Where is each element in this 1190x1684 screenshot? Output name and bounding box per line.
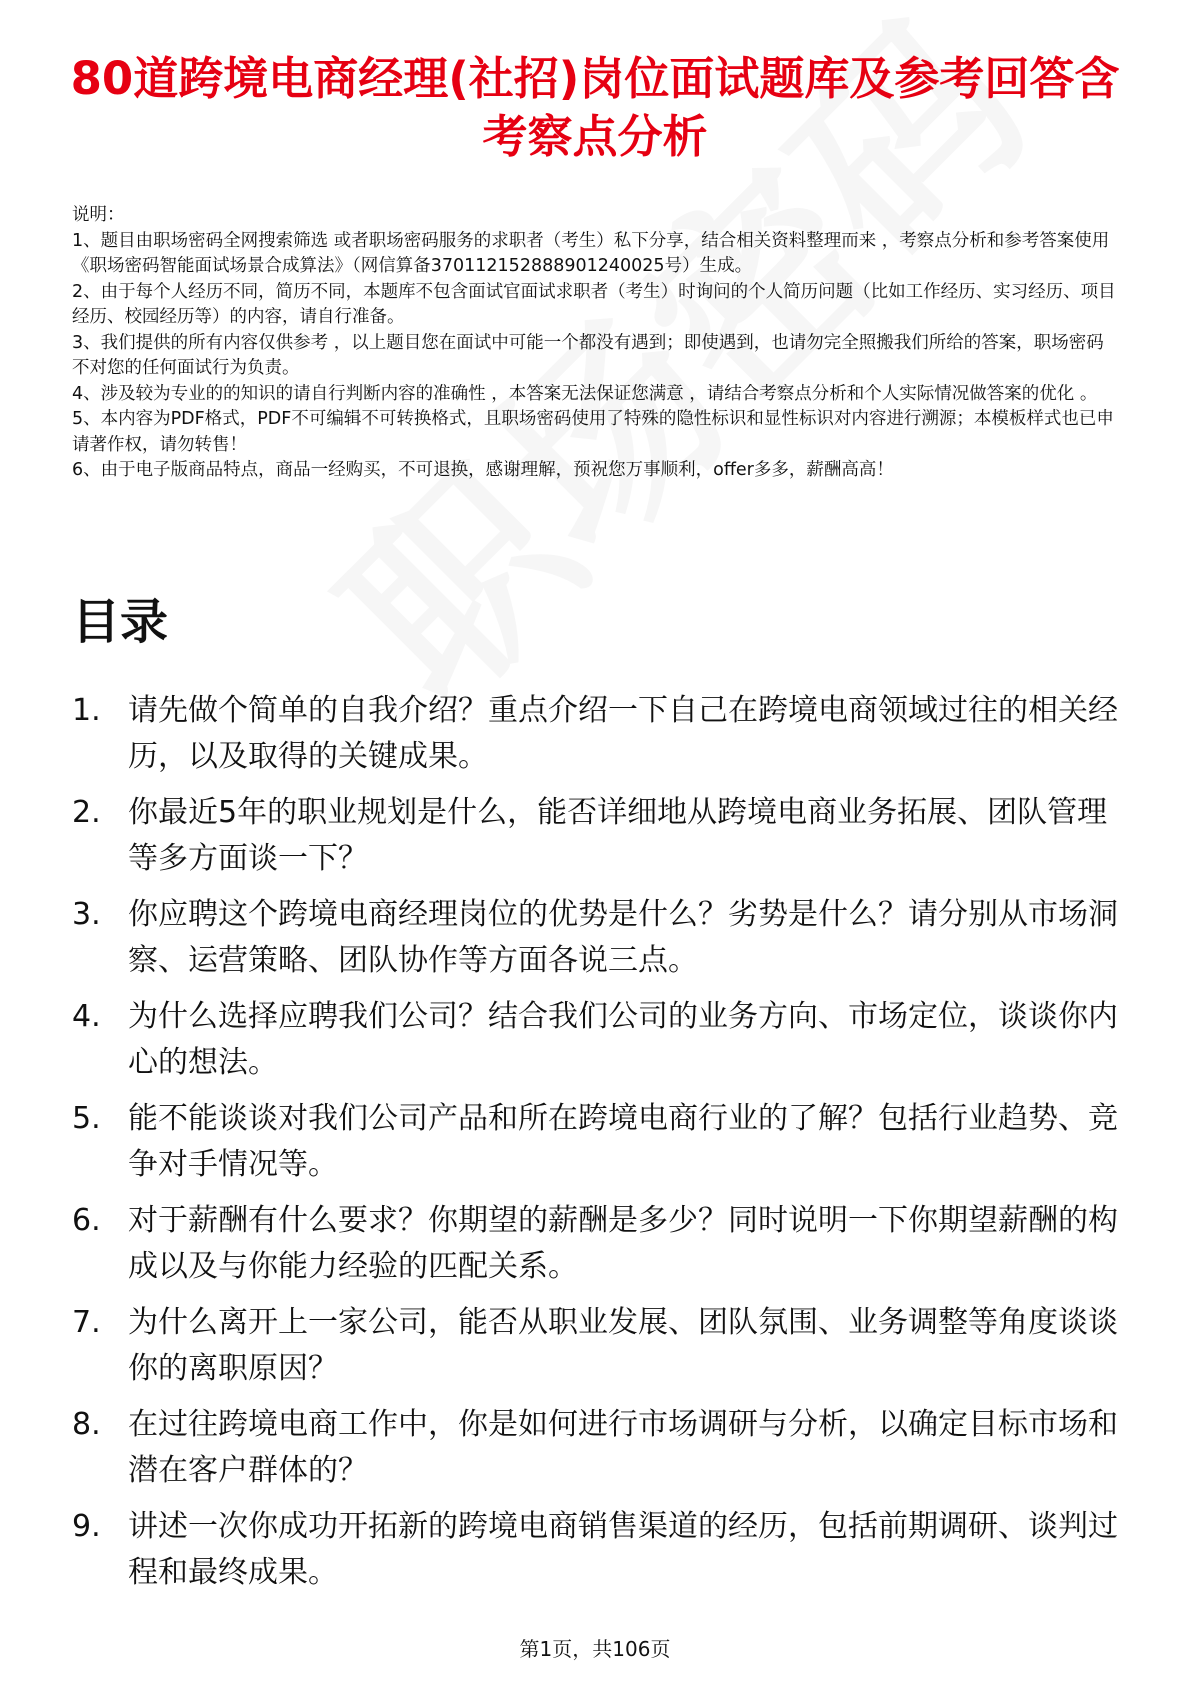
toc-item[interactable] — [72, 688, 1120, 780]
toc-item-text: 请先做个简单的自我介绍？重点介绍一下自己在跨境电商领域过往的相关经历，以及取得的关键成果。 — [128, 693, 1118, 774]
toc-list — [72, 688, 1120, 1606]
toc-item-number: 9. — [72, 1509, 101, 1544]
toc-item[interactable] — [72, 1096, 1120, 1188]
toc-item-number: 6. — [72, 1203, 101, 1238]
toc-item[interactable] — [72, 1300, 1120, 1392]
note-item: 1、题目由职场密码全网搜索筛选 或者职场密码服务的求职者（考生）私下分享，结合相关资料整理而来 ，考察点分析和参考答案使用《职场密码智能面试场景合成算法》（网信算备370112152888901240025号）生成。 — [72, 230, 1110, 276]
toc-item-text: 为什么选择应聘我们公司？结合我们公司的业务方向、市场定位，谈谈你内心的想法。 — [128, 999, 1118, 1080]
notes-section — [72, 203, 1120, 484]
page-number: 第1页，共106页 — [519, 1637, 671, 1661]
toc-item[interactable] — [72, 790, 1120, 882]
toc-item-number: 4. — [72, 999, 101, 1034]
toc-item-text: 讲述一次你成功开拓新的跨境电商销售渠道的经历，包括前期调研、谈判过程和最终成果。 — [128, 1509, 1118, 1590]
toc-item[interactable] — [72, 1402, 1120, 1494]
toc-item-text: 你最近5年的职业规划是什么，能否详细地从跨境电商业务拓展、团队管理等多方面谈一下？ — [128, 795, 1108, 876]
note-item: 6、由于电子版商品特点，商品一经购买，不可退换，感谢理解，预祝您万事顺利，offer多多，薪酬高高！ — [72, 460, 894, 480]
toc-item[interactable] — [72, 1198, 1120, 1290]
toc-item[interactable] — [72, 892, 1120, 984]
note-item: 4、涉及较为专业的的知识的请自行判断内容的准确性 ，本答案无法保证您满意 ，请结合考察点分析和个人实际情况做答案的优化 。 — [72, 383, 1098, 404]
toc-item[interactable] — [72, 1504, 1120, 1596]
toc-item-number: 2. — [72, 795, 101, 830]
toc-item-number: 7. — [72, 1305, 101, 1340]
toc-item-text: 在过往跨境电商工作中，你是如何进行市场调研与分析，以确定目标市场和潜在客户群体的？ — [128, 1407, 1118, 1488]
toc-item-text: 你应聘这个跨境电商经理岗位的优势是什么？劣势是什么？请分别从市场洞察、运营策略、团队协作等方面各说三点。 — [128, 897, 1118, 978]
note-item: 3、我们提供的所有内容仅供参考 ，以上题目您在面试中可能一个都没有遇到；即使遇到，也请勿完全照搬我们所给的答案，职场密码不对您的任何面试行为负责。 — [72, 332, 1104, 378]
note-item: 2、由于每个人经历不同，简历不同，本题库不包含面试官面试求职者（考生）时询问的个人简历问题（比如工作经历、实习经历、项目经历、校园经历等）的内容，请自行准备。 — [72, 281, 1116, 327]
toc-item-number: 5. — [72, 1101, 101, 1136]
toc-item-text: 能不能谈谈对我们公司产品和所在跨境电商行业的了解？包括行业趋势、竞争对手情况等。 — [128, 1101, 1118, 1182]
page-title: 80道跨境电商经理(社招)岗位面试题库及参考回答含考察点分析 — [70, 52, 1120, 163]
toc-item-number: 8. — [72, 1407, 101, 1442]
toc-item-text: 对于薪酬有什么要求？你期望的薪酬是多少？同时说明一下你期望薪酬的构成以及与你能力经验的匹配关系。 — [128, 1203, 1118, 1284]
toc-item-text: 为什么离开上一家公司，能否从职业发展、团队氛围、业务调整等角度谈谈你的离职原因？ — [128, 1305, 1118, 1386]
toc-heading: 目录 — [72, 594, 169, 650]
toc-item-number: 3. — [72, 897, 101, 932]
toc-item[interactable] — [72, 994, 1120, 1086]
toc-item-number: 1. — [72, 693, 101, 728]
notes-heading: 说明： — [72, 205, 125, 225]
note-item: 5、本内容为PDF格式，PDF不可编辑不可转换格式，且职场密码使用了特殊的隐性标识和显性标识对内容进行溯源；本模板样式也已申请著作权，请勿转售！ — [72, 409, 1114, 455]
